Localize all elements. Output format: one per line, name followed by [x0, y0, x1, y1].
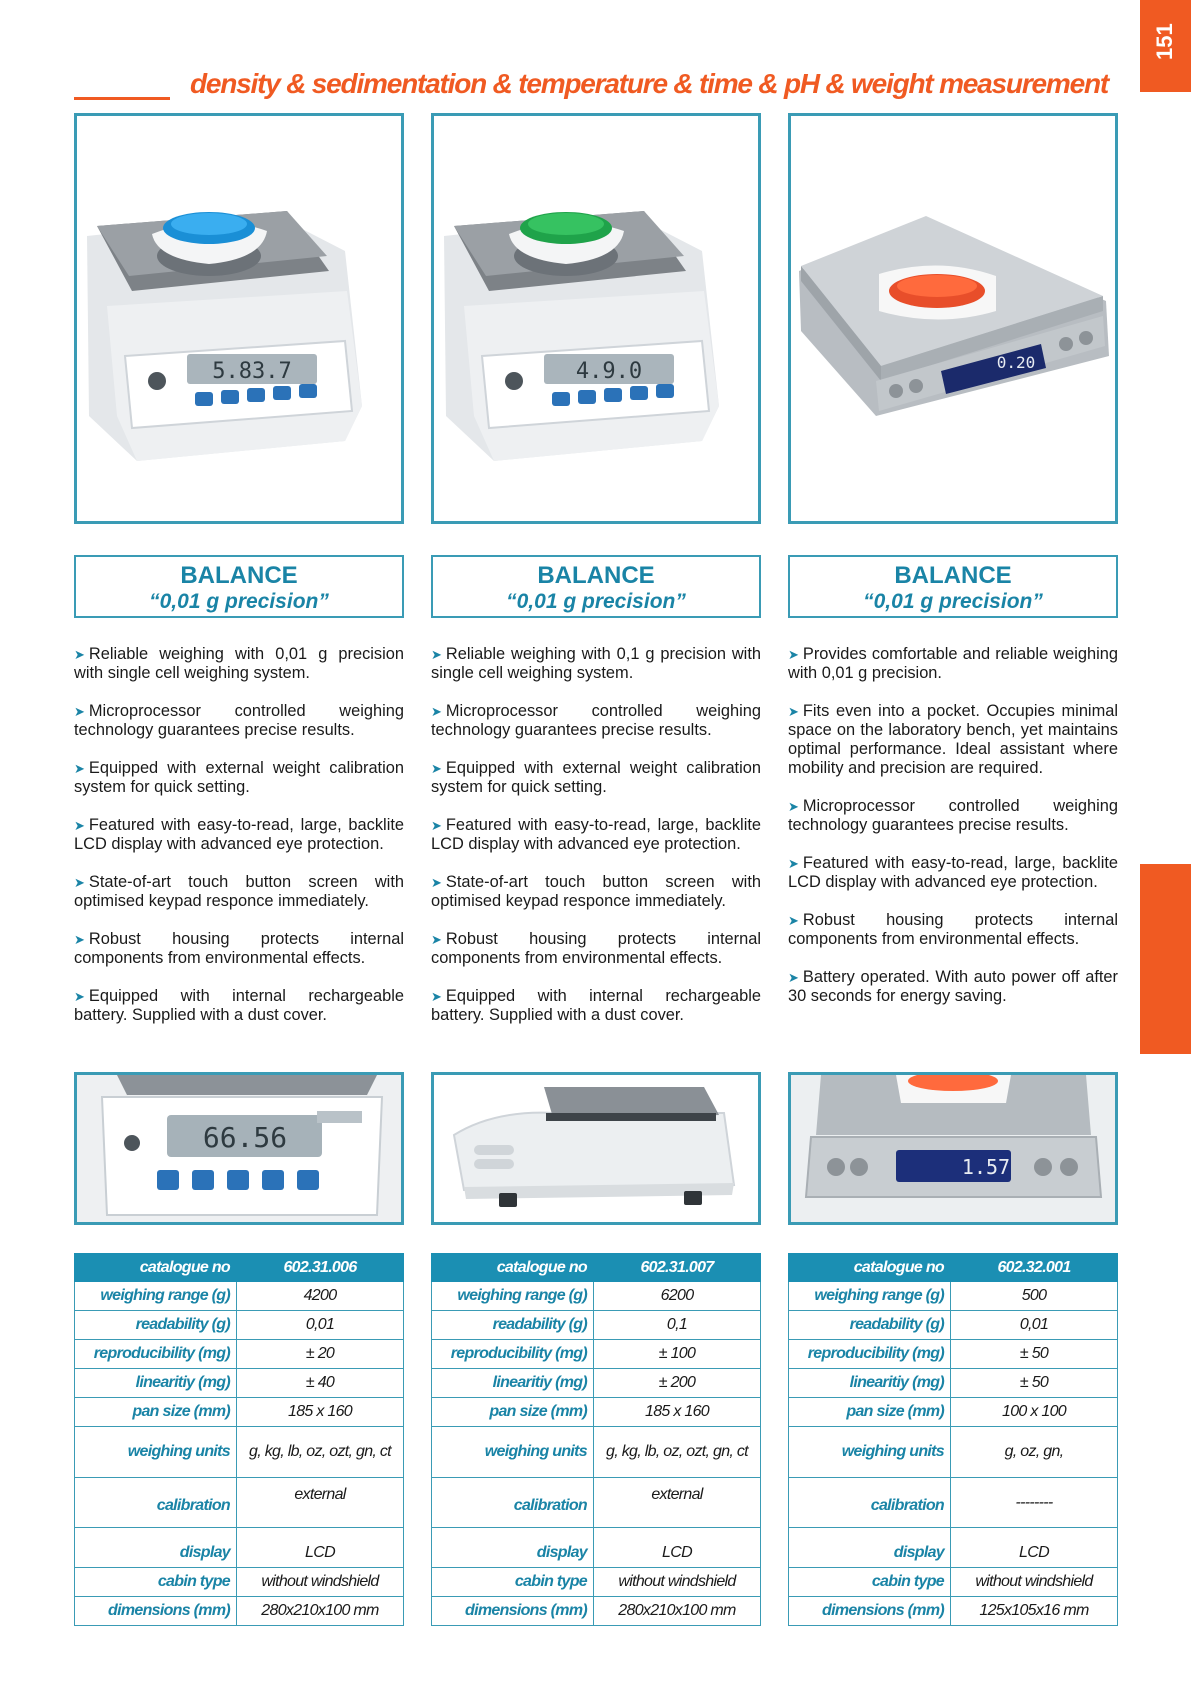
feature-item: [74, 987, 404, 1025]
side-tab: [1140, 864, 1191, 1054]
feature-text: Microprocessor controlled weighing technology guarantees precise results.: [788, 797, 1118, 834]
spec-label: dimensions (mm): [75, 1597, 237, 1626]
feature-list-3: [788, 645, 1118, 1025]
spec-value: LCD: [594, 1528, 761, 1568]
product-name: BALANCE: [894, 562, 1012, 589]
spec-value: LCD: [237, 1528, 404, 1568]
chevron-right-icon: ➤: [74, 704, 85, 719]
feature-item: [788, 645, 1118, 683]
feature-text: State-of-art touch button screen with optimised keypad responce immediately.: [431, 873, 761, 910]
bench-balance-blue-granules-image: [77, 116, 401, 521]
feature-text: Reliable weighing with 0,01 g precision with single cell weighing system.: [74, 645, 404, 682]
spec-label: readability (g): [789, 1311, 951, 1340]
chevron-right-icon: ➤: [431, 875, 442, 890]
pocket-balance-red-granules-image: [791, 116, 1115, 521]
feature-text: Battery operated. With auto power off after 30 seconds for energy saving.: [788, 968, 1118, 1005]
feature-text: Featured with easy-to-read, large, backlite LCD display with advanced eye protection.: [788, 854, 1118, 891]
feature-text: Microprocessor controlled weighing technology guarantees precise results.: [431, 702, 761, 739]
spec-table-2: [431, 1253, 761, 1626]
feature-item: [788, 702, 1118, 778]
spec-value: 185 x 160: [237, 1398, 404, 1427]
feature-item: [431, 702, 761, 740]
spec-value: 280x210x100 mm: [237, 1597, 404, 1626]
product-name: BALANCE: [180, 562, 298, 589]
feature-item: [74, 759, 404, 797]
chevron-right-icon: ➤: [431, 761, 442, 776]
feature-list-1: [74, 645, 404, 1044]
spec-value: ± 100: [594, 1340, 761, 1369]
spec-value: 602.31.006: [237, 1254, 404, 1282]
page-number: 151: [1152, 23, 1177, 60]
feature-text: Equipped with external weight calibration system for quick setting.: [74, 759, 404, 796]
chevron-right-icon: ➤: [74, 647, 85, 662]
spec-value: 4200: [237, 1282, 404, 1311]
spec-value: without windshield: [951, 1568, 1118, 1597]
spec-label: weighing range (g): [75, 1282, 237, 1311]
spec-label: reproducibility (mg): [75, 1340, 237, 1369]
product-title-box-3: [788, 555, 1118, 618]
product-title-box-2: [431, 555, 761, 618]
display-closeup-image: [77, 1075, 401, 1222]
spec-label: cabin type: [789, 1568, 951, 1597]
spec-value: 500: [951, 1282, 1118, 1311]
spec-value: ± 20: [237, 1340, 404, 1369]
chevron-right-icon: ➤: [74, 818, 85, 833]
chevron-right-icon: ➤: [788, 704, 799, 719]
product-detail-photo-2: [431, 1072, 761, 1225]
feature-item: [74, 873, 404, 911]
spec-label: dimensions (mm): [432, 1597, 594, 1626]
chevron-right-icon: ➤: [74, 761, 85, 776]
product-detail-photo-3: [788, 1072, 1118, 1225]
chevron-right-icon: ➤: [431, 989, 442, 1004]
feature-text: Robust housing protects internal components from environmental effects.: [74, 930, 404, 967]
chevron-right-icon: ➤: [74, 989, 85, 1004]
product-subtitle: “0,01 g precision”: [506, 590, 686, 613]
spec-value: 125x105x16 mm: [951, 1597, 1118, 1626]
spec-label: catalogue no: [75, 1254, 237, 1282]
product-subtitle: “0,01 g precision”: [863, 590, 1043, 613]
chevron-right-icon: ➤: [74, 875, 85, 890]
feature-text: Featured with easy-to-read, large, backlite LCD display with advanced eye protection.: [74, 816, 404, 853]
spec-value: 602.32.001: [951, 1254, 1118, 1282]
spec-label: weighing range (g): [432, 1282, 594, 1311]
chevron-right-icon: ➤: [788, 856, 799, 871]
spec-label: reproducibility (mg): [789, 1340, 951, 1369]
spec-label: dimensions (mm): [789, 1597, 951, 1626]
page-title: density & sedimentation & temperature & time & pH & weight measurement: [190, 68, 1108, 99]
spec-label: calibration: [789, 1478, 951, 1528]
feature-text: Featured with easy-to-read, large, backlite LCD display with advanced eye protection.: [431, 816, 761, 853]
side-view-image: [434, 1075, 758, 1222]
spec-label: pan size (mm): [75, 1398, 237, 1427]
spec-label: display: [789, 1528, 951, 1568]
chevron-right-icon: ➤: [788, 799, 799, 814]
feature-item: [74, 816, 404, 854]
chevron-right-icon: ➤: [74, 932, 85, 947]
spec-label: weighing units: [789, 1427, 951, 1478]
spec-value: LCD: [951, 1528, 1118, 1568]
spec-value: --------: [951, 1478, 1118, 1528]
lcd-reading: 4.9.0: [575, 359, 643, 384]
spec-value: g, oz, gn,: [951, 1427, 1118, 1478]
spec-label: readability (g): [432, 1311, 594, 1340]
spec-label: calibration: [75, 1478, 237, 1528]
feature-item: [431, 645, 761, 683]
spec-label: catalogue no: [432, 1254, 594, 1282]
spec-value: without windshield: [237, 1568, 404, 1597]
lcd-reading: 66.56: [202, 1121, 288, 1154]
spec-value: 0,01: [237, 1311, 404, 1340]
feature-item: [74, 702, 404, 740]
feature-text: Fits even into a pocket. Occupies minimal space on the laboratory bench, yet maintains optimal performance. Ideal assistant where mobility and precision are required.: [788, 702, 1118, 777]
lcd-reading: 1.57: [961, 1155, 1011, 1179]
spec-label: linearitiy (mg): [789, 1369, 951, 1398]
feature-text: Robust housing protects internal components from environmental effects.: [431, 930, 761, 967]
feature-text: Provides comfortable and reliable weighing with 0,01 g precision.: [788, 645, 1118, 682]
header-rule: [74, 97, 170, 100]
spec-value: 100 x 100: [951, 1398, 1118, 1427]
spec-value: 280x210x100 mm: [594, 1597, 761, 1626]
feature-text: Equipped with internal rechargeable battery. Supplied with a dust cover.: [431, 987, 761, 1024]
spec-value: external: [594, 1478, 761, 1528]
spec-value: ± 40: [237, 1369, 404, 1398]
chevron-right-icon: ➤: [788, 970, 799, 985]
lcd-reading: 0.20: [996, 353, 1036, 372]
lcd-reading: 5.83.7: [212, 359, 292, 384]
feature-text: Reliable weighing with 0,1 g precision with single cell weighing system.: [431, 645, 761, 682]
spec-label: cabin type: [432, 1568, 594, 1597]
chevron-right-icon: ➤: [788, 647, 799, 662]
spec-value: ± 50: [951, 1340, 1118, 1369]
spec-table-1: [74, 1253, 404, 1626]
spec-value: ± 50: [951, 1369, 1118, 1398]
feature-item: [74, 645, 404, 683]
feature-text: State-of-art touch button screen with optimised keypad responce immediately.: [74, 873, 404, 910]
spec-label: weighing units: [75, 1427, 237, 1478]
spec-value: external: [237, 1478, 404, 1528]
spec-value: 0,1: [594, 1311, 761, 1340]
feature-text: Equipped with external weight calibration system for quick setting.: [431, 759, 761, 796]
chevron-right-icon: ➤: [431, 818, 442, 833]
feature-item: [431, 816, 761, 854]
spec-value: 602.31.007: [594, 1254, 761, 1282]
bench-balance-green-granules-image: [434, 116, 758, 521]
feature-text: Microprocessor controlled weighing technology guarantees precise results.: [74, 702, 404, 739]
spec-value: g, kg, lb, oz, ozt, gn, ct: [594, 1427, 761, 1478]
chevron-right-icon: ➤: [788, 913, 799, 928]
product-photo-1: [74, 113, 404, 524]
spec-label: weighing range (g): [789, 1282, 951, 1311]
product-subtitle: “0,01 g precision”: [149, 590, 329, 613]
page-number-tab: [1140, 0, 1191, 92]
feature-item: [788, 797, 1118, 835]
spec-table-3: [788, 1253, 1118, 1626]
spec-label: pan size (mm): [432, 1398, 594, 1427]
feature-text: Robust housing protects internal components from environmental effects.: [788, 911, 1118, 948]
feature-item: [431, 987, 761, 1025]
feature-item: [431, 873, 761, 911]
spec-label: readability (g): [75, 1311, 237, 1340]
product-photo-3: [788, 113, 1118, 524]
feature-item: [74, 930, 404, 968]
spec-value: ± 200: [594, 1369, 761, 1398]
spec-label: linearitiy (mg): [432, 1369, 594, 1398]
product-photo-2: [431, 113, 761, 524]
feature-text: Equipped with internal rechargeable battery. Supplied with a dust cover.: [74, 987, 404, 1024]
chevron-right-icon: ➤: [431, 704, 442, 719]
feature-item: [788, 911, 1118, 949]
spec-value: 185 x 160: [594, 1398, 761, 1427]
feature-item: [431, 930, 761, 968]
feature-item: [788, 968, 1118, 1006]
product-name: BALANCE: [537, 562, 655, 589]
product-title-box-1: [74, 555, 404, 618]
feature-item: [431, 759, 761, 797]
spec-value: 6200: [594, 1282, 761, 1311]
spec-label: weighing units: [432, 1427, 594, 1478]
chevron-right-icon: ➤: [431, 647, 442, 662]
spec-value: g, kg, lb, oz, ozt, gn, ct: [237, 1427, 404, 1478]
feature-item: [788, 854, 1118, 892]
spec-label: display: [75, 1528, 237, 1568]
spec-label: cabin type: [75, 1568, 237, 1597]
spec-label: linearitiy (mg): [75, 1369, 237, 1398]
spec-label: pan size (mm): [789, 1398, 951, 1427]
spec-label: display: [432, 1528, 594, 1568]
spec-label: reproducibility (mg): [432, 1340, 594, 1369]
spec-value: 0,01: [951, 1311, 1118, 1340]
spec-label: calibration: [432, 1478, 594, 1528]
spec-value: without windshield: [594, 1568, 761, 1597]
product-detail-photo-1: [74, 1072, 404, 1225]
chevron-right-icon: ➤: [431, 932, 442, 947]
feature-list-2: [431, 645, 761, 1044]
spec-label: catalogue no: [789, 1254, 951, 1282]
pocket-display-closeup-image: [791, 1075, 1115, 1222]
